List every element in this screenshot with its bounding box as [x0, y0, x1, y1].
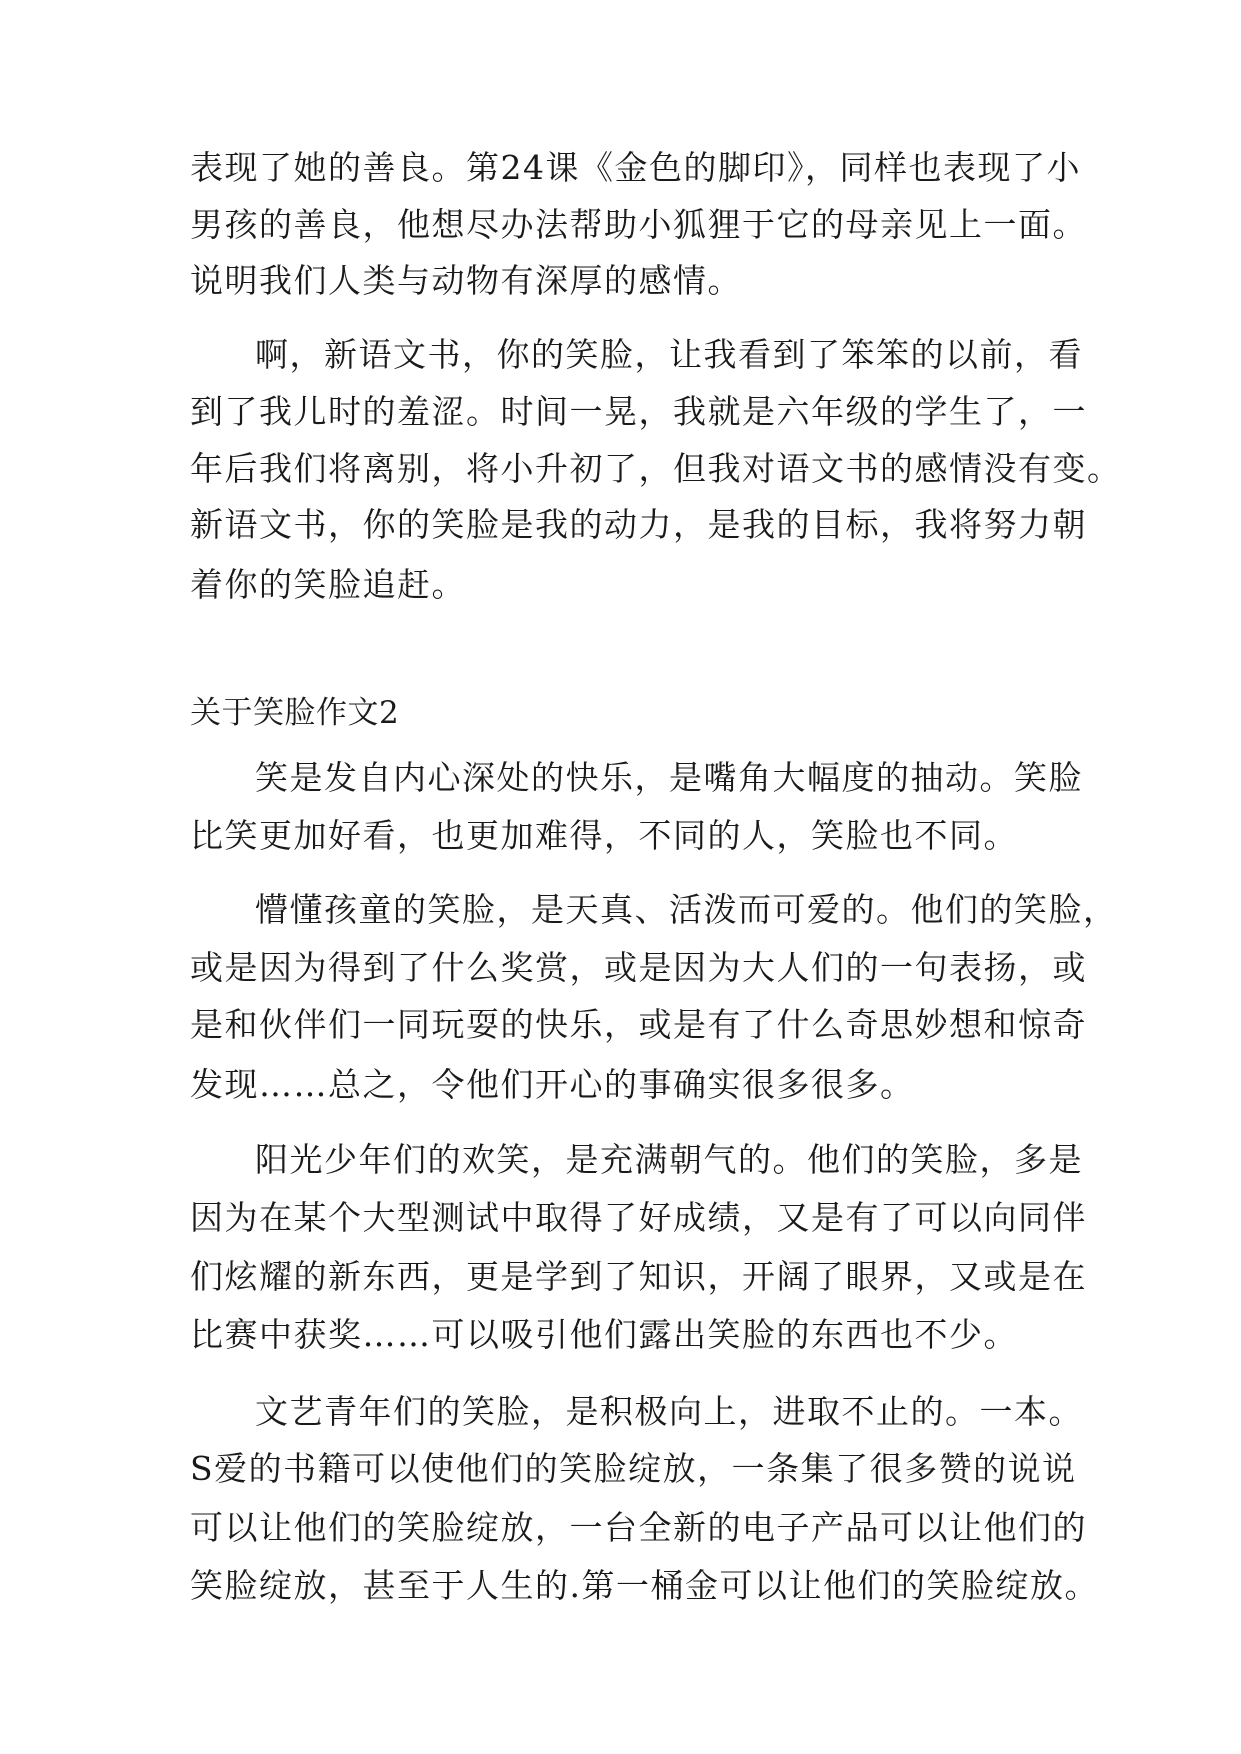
text-line: 男孩的善良，他想尽办法帮助小狐狸于它的母亲见上一面。 [190, 205, 1087, 244]
text-line: 到了我儿时的羞涩。时间一晃，我就是六年级的学生了，一 [190, 392, 1087, 431]
text-line: 阳光少年们的欢笑，是充满朝气的。他们的笑脸，多是 [255, 1140, 1083, 1179]
text-line: 是和伙伴们一同玩耍的快乐，或是有了什么奇思妙想和惊奇 [190, 1005, 1087, 1044]
text-line: 文艺青年们的笑脸，是积极向上，进取不止的。一本。 [255, 1392, 1083, 1431]
text-line: 新语文书，你的笑脸是我的动力，是我的目标，我将努力朝 [190, 505, 1087, 544]
text-line: 比笑更加好看，也更加难得，不同的人，笑脸也不同。 [190, 816, 1018, 855]
text-line: 比赛中获奖……可以吸引他们露出笑脸的东西也不少。 [190, 1315, 1018, 1354]
text-line: 年后我们将离别，将小升初了，但我对语文书的感情没有变。 [190, 449, 1122, 488]
text-line: 笑是发自内心深处的快乐，是嘴角大幅度的抽动。笑脸 [255, 758, 1083, 797]
text-line: 懵懂孩童的笑脸，是天真、活泼而可爱的。他们的笑脸， [255, 890, 1118, 929]
text-line: 着你的笑脸追赶。 [190, 565, 466, 604]
text-line: 啊，新语文书，你的笑脸，让我看到了笨笨的以前，看 [255, 335, 1083, 374]
text-line: 说明我们人类与动物有深厚的感情。 [190, 261, 742, 300]
text-line: 或是因为得到了什么奖赏，或是因为大人们的一句表扬，或 [190, 948, 1087, 987]
text-line: 表现了她的善良。第24课《金色的脚印》，同样也表现了小 [190, 148, 1081, 187]
text-line: 可以让他们的笑脸绽放，一台全新的电子产品可以让他们的 [190, 1508, 1087, 1547]
text-line: 发现……总之，令他们开心的事确实很多很多。 [190, 1065, 915, 1104]
text-line: S爱的书籍可以使他们的笑脸绽放，一条集了很多赞的说说 [190, 1449, 1077, 1488]
text-line: 因为在某个大型测试中取得了好成绩，又是有了可以向同伴 [190, 1198, 1087, 1237]
text-line: 们炫耀的新东西，更是学到了知识，开阔了眼界，又或是在 [190, 1257, 1087, 1296]
section-heading: 关于笑脸作文2 [190, 695, 400, 731]
text-line: 笑脸绽放，甚至于人生的.第一桶金可以让他们的笑脸绽放。 [190, 1566, 1099, 1605]
